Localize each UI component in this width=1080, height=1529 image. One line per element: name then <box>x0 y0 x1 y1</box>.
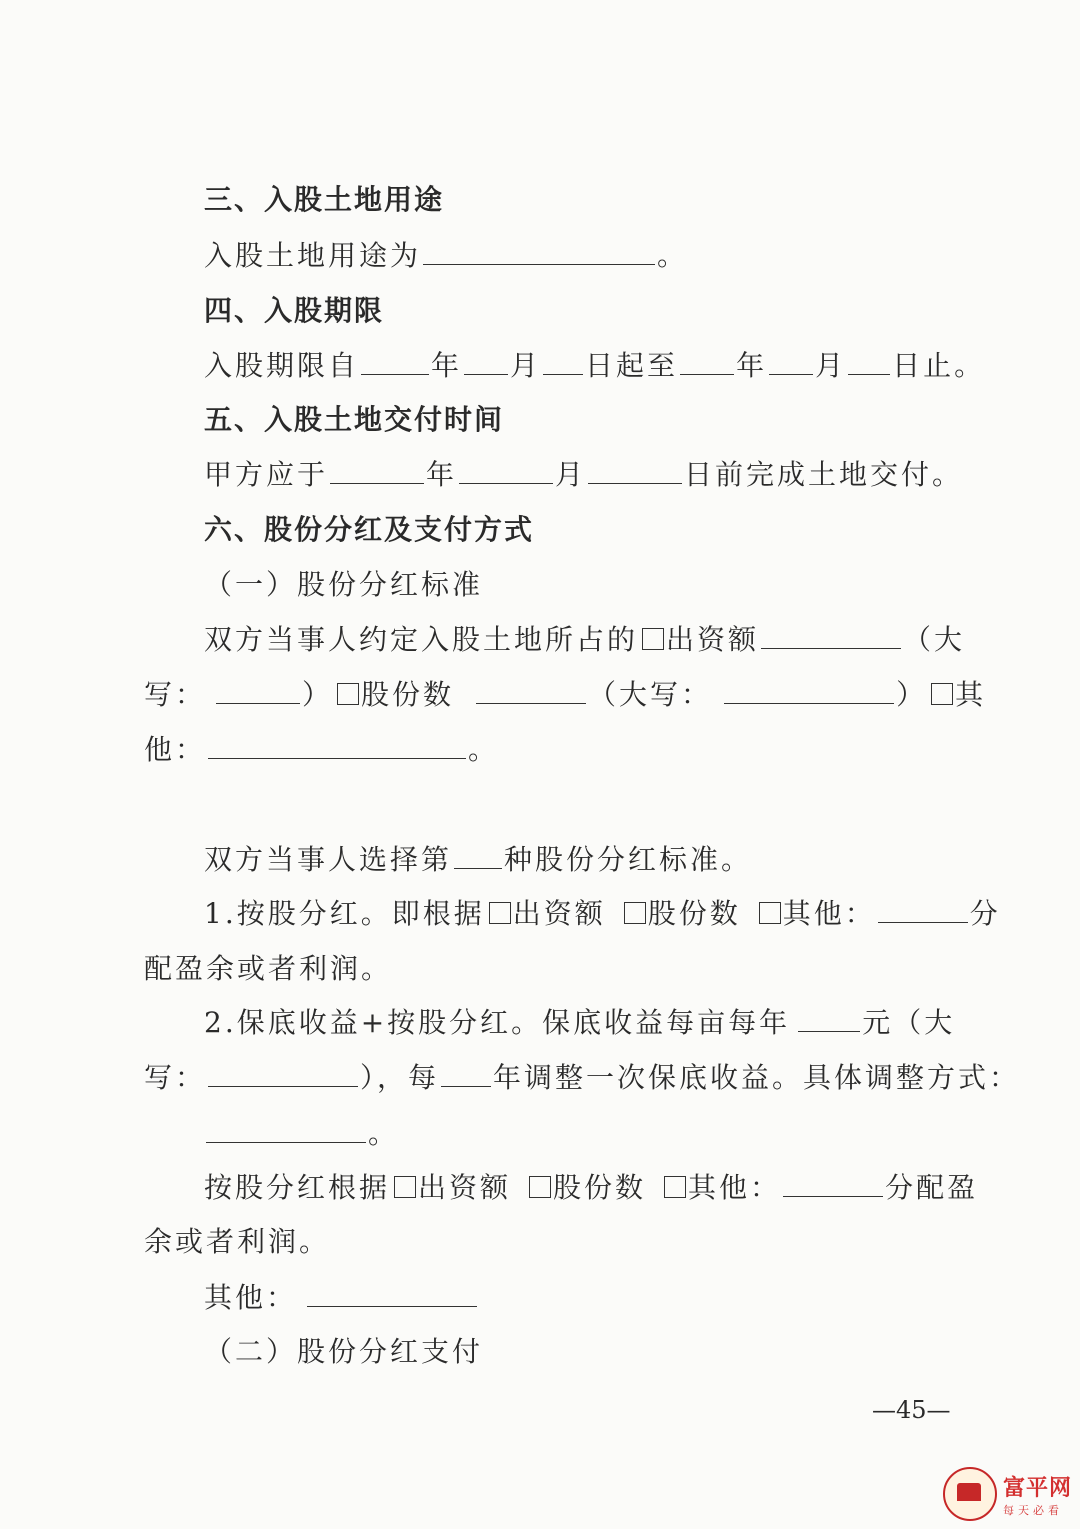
term-day-2: 日止。 <box>892 349 986 382</box>
upper-label-2: 写： <box>144 1061 207 1094</box>
line-end-1: 。 <box>468 733 500 766</box>
term-start-day-blank <box>543 346 583 375</box>
standard-choice-blank <box>454 840 502 869</box>
land-use-line <box>204 236 688 276</box>
option-2-text: 2.保底收益+按股分红。保底收益每亩每年 <box>204 1006 791 1039</box>
delivery-day: 日前完成土地交付。 <box>684 458 964 491</box>
standard-choice-label: 双方当事人选择第 <box>204 843 453 876</box>
term-start-month-blank <box>464 346 508 375</box>
standard-choice-suffix: 种股份分红标准。 <box>504 843 753 876</box>
capital-amount-blank <box>761 620 901 649</box>
dividend-standard-line-1 <box>204 620 965 660</box>
dividend-standard-text: 双方当事人约定入股土地所占的 <box>204 623 639 656</box>
subsection-6-1-heading: （一）股份分红标准 <box>204 568 484 601</box>
option-2-line-2 <box>144 1058 1020 1098</box>
capital-amount-checkbox[interactable] <box>642 628 664 650</box>
basis-other-blank <box>783 1168 883 1197</box>
shares-upper-close: ） <box>896 678 928 711</box>
dividend-standard-line-2 <box>144 675 986 715</box>
page-number: —45— <box>872 1396 951 1424</box>
option-1-other-blank <box>878 894 968 923</box>
basis-other-checkbox[interactable] <box>664 1176 686 1198</box>
term-end-month-blank <box>769 346 813 375</box>
upper-close-1: ） <box>302 678 334 711</box>
shares-blank <box>476 675 586 704</box>
other-option-label: 其他： <box>204 1281 298 1314</box>
option-1-line-1 <box>204 894 1001 934</box>
land-use-blank <box>423 236 655 265</box>
basis-shares-label: 股份数 <box>553 1171 647 1204</box>
option-1-line-2: 配盈余或者利润。 <box>144 952 393 985</box>
delivery-year-blank <box>330 455 424 484</box>
basis-shares-checkbox[interactable] <box>529 1176 551 1198</box>
basis-capital-label: 出资额 <box>418 1171 512 1204</box>
adjust-method-label: 年调整一次保底收益。具体调整方式： <box>493 1061 1021 1094</box>
option-1-end-part1: 分 <box>969 897 1001 930</box>
option-1-other-label: 其他： <box>782 897 876 930</box>
other-option-line <box>204 1278 479 1318</box>
term-end-year-blank <box>680 346 734 375</box>
term-day-1: 日起至 <box>585 349 679 382</box>
other-label-part2: 他： <box>144 733 207 766</box>
basis-other-label: 其他： <box>688 1171 782 1204</box>
guaranteed-income-blank <box>798 1003 860 1032</box>
watermark-main: 富平网 <box>1002 1475 1072 1501</box>
subsection-6-2-heading: （二）股份分红支付 <box>204 1335 484 1368</box>
term-month-2: 月 <box>815 349 847 382</box>
shares-upper-blank <box>724 675 894 704</box>
term-label: 入股期限自 <box>204 349 360 382</box>
capital-amount-label: 出资额 <box>666 623 760 656</box>
delivery-year: 年 <box>426 458 458 491</box>
dividend-standard-line-3 <box>144 730 499 770</box>
land-use-label: 入股土地用途为 <box>204 239 422 272</box>
option-1-capital-checkbox[interactable] <box>489 902 511 924</box>
term-year-2: 年 <box>736 349 768 382</box>
delivery-label: 甲方应于 <box>204 458 329 491</box>
shares-upper-open: （大写： <box>588 678 713 711</box>
other-blank-1 <box>208 730 466 759</box>
capital-amount-upper-blank <box>216 675 300 704</box>
delivery-line <box>204 455 963 495</box>
option-1-shares-label: 股份数 <box>647 897 741 930</box>
term-start-year-blank <box>361 346 429 375</box>
adjust-every-label: ），每 <box>360 1061 440 1094</box>
upper-label-1: 写： <box>144 678 207 711</box>
option-2-basis-line-2: 余或者利润。 <box>144 1225 331 1258</box>
section-6-heading: 六、股份分红及支付方式 <box>204 513 535 546</box>
term-line <box>204 346 985 386</box>
capital-amount-upper-open: （大 <box>903 623 966 656</box>
shares-checkbox[interactable] <box>337 683 359 705</box>
standard-choice-line <box>204 840 752 880</box>
watermark-emblem-icon <box>943 1467 997 1521</box>
section-4-heading: 四、入股期限 <box>204 294 385 327</box>
adjust-method-blank <box>206 1114 366 1143</box>
option-2-basis-line-1 <box>204 1168 978 1208</box>
other-checkbox-1[interactable] <box>931 683 953 705</box>
term-month-1: 月 <box>510 349 542 382</box>
delivery-month: 月 <box>555 458 587 491</box>
guaranteed-income-upper-blank <box>208 1058 358 1087</box>
option-1-shares-checkbox[interactable] <box>624 902 646 924</box>
shares-label: 股份数 <box>361 678 455 711</box>
option-1-text: 1.按股分红。即根据 <box>204 897 485 930</box>
option-2-line-3 <box>204 1114 399 1154</box>
watermark-logo <box>943 1467 1072 1521</box>
option-2-line-1 <box>204 1003 955 1043</box>
option-1-capital-label: 出资额 <box>512 897 606 930</box>
adjust-years-blank <box>441 1058 491 1087</box>
guaranteed-income-unit: 元（大 <box>862 1006 956 1039</box>
delivery-day-blank <box>588 455 682 484</box>
line-end-2: 。 <box>368 1117 400 1150</box>
other-label-part1: 其 <box>955 678 987 711</box>
land-use-end: 。 <box>657 239 689 272</box>
term-year-1: 年 <box>431 349 463 382</box>
section-3-heading: 三、入股土地用途 <box>204 183 445 216</box>
other-option-blank <box>307 1278 477 1307</box>
option-1-other-checkbox[interactable] <box>759 902 781 924</box>
watermark-sub: 每天必看 <box>1002 1503 1063 1517</box>
term-end-day-blank <box>848 346 890 375</box>
basis-capital-checkbox[interactable] <box>394 1176 416 1198</box>
section-5-heading: 五、入股土地交付时间 <box>204 403 505 436</box>
delivery-month-blank <box>459 455 553 484</box>
basis-end-part1: 分配盈 <box>885 1171 979 1204</box>
basis-text: 按股分红根据 <box>204 1171 391 1204</box>
watermark-text <box>1003 1471 1072 1518</box>
